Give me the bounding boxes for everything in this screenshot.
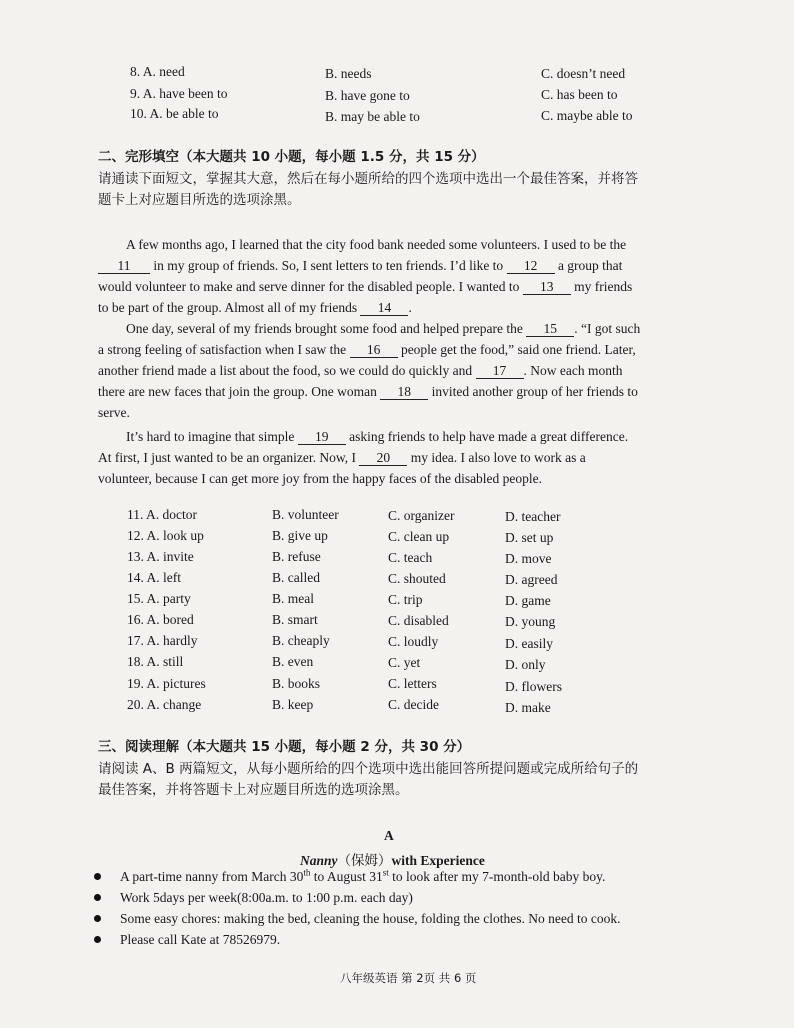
q18-option-c: C. yet [388,655,421,670]
section3-instruction-line2: 最佳答案，并将答题卡上对应题目所选的选项涂黑。 [98,782,409,798]
q14-option-d: D. agreed [505,572,558,587]
q16-option-a: 16. A. bored [127,612,194,627]
q18-option-a: 18. A. still [127,654,184,669]
bullet-dot-icon [94,894,101,901]
reading-a-title: Nanny（保姆）with Experience [300,853,485,869]
passage-line: 11 in my group of friends. So, I sent letters to ten friends. I’d like to 12 a group that [98,255,688,276]
q10-option-c: C. maybe able to [541,108,633,123]
q18-option-b: B. even [272,654,314,669]
q13-option-d: D. move [505,551,552,566]
passage-line: a strong feeling of satisfaction when I saw the 16 people get the food,” said one friend. Later, [98,342,636,357]
q14-option-c: C. shouted [388,571,446,586]
reading-a-bullets [94,866,694,950]
bullet-item: Please call Kate at 78526979. [94,929,694,950]
q20-option-a: 20. A. change [127,697,202,712]
q16-option-c: C. disabled [388,613,449,628]
q17-option-a: 17. A. hardly [127,633,198,648]
q19-option-b: B. books [272,676,321,691]
bullet-dot-icon [94,915,101,922]
q14-option-b: B. called [272,570,320,585]
q14-option-a: 14. A. left [127,570,181,585]
blank-19: 19 [298,429,346,445]
passage-line: would volunteer to make and serve dinner for the disabled people. I wanted to 13 my friends [98,279,633,294]
blank-17: 17 [476,363,524,379]
q17-option-c: C. loudly [388,634,439,649]
q19-option-d: D. flowers [505,679,562,694]
q16-option-b: B. smart [272,612,318,627]
q12-option-a: 12. A. look up [127,528,204,543]
passage-line: At first, I just wanted to be an organizer. Now, I 20 my idea. I also love to work as a [98,450,586,465]
blank-15: 15 [526,321,574,337]
q13-option-b: B. refuse [272,549,321,564]
q10-option-a: 10. A. be able to [130,106,219,121]
section2-heading: 二、完形填空（本大题共 10 小题，每小题 1.5 分，共 15 分） [98,149,485,165]
blank-11: 11 [98,258,150,274]
blank-14: 14 [360,300,408,316]
blank-20: 20 [359,450,407,466]
q12-option-c: C. clean up [388,529,450,544]
q15-option-b: B. meal [272,591,314,606]
q8-option-b: B. needs [325,66,372,81]
q15-option-c: C. trip [388,592,423,607]
q11-option-d: D. teacher [505,509,561,524]
q9-option-a: 9. A. have been to [130,86,228,101]
q8-option-c: C. doesn’t need [541,66,626,81]
q18-option-d: D. only [505,657,546,672]
passage-line: serve. [98,405,130,420]
bullet-item: A part-time nanny from March 30th to August 31st to look after my 7-month-old baby boy. [94,866,694,887]
q20-option-d: D. make [505,700,551,715]
passage-line: another friend made a list about the food, so we could do quickly and 17 . Now each month [98,363,623,378]
q11-option-c: C. organizer [388,508,455,523]
q10-option-b: B. may be able to [325,109,420,124]
blank-16: 16 [350,342,398,358]
passage-line: to be part of the group. Almost all of my friends 14 . [98,300,412,315]
q12-option-b: B. give up [272,528,328,543]
passage-line: It’s hard to imagine that simple 19 asking friends to help have made a great difference. [126,429,629,444]
blank-13: 13 [523,279,571,295]
reading-a-label: A [384,828,394,843]
q17-option-b: B. cheaply [272,633,330,648]
q20-option-c: C. decide [388,697,439,712]
section2-instruction-line1: 请通读下面短文，掌握其大意，然后在每小题所给的四个选项中选出一个最佳答案，并将答 [98,171,638,187]
q17-option-d: D. easily [505,636,553,651]
section2-instruction-line2: 题卡上对应题目所选的选项涂黑。 [98,192,301,208]
q15-option-d: D. game [505,593,551,608]
q12-option-d: D. set up [505,530,554,545]
q16-option-d: D. young [505,614,556,629]
cloze-passage [98,234,688,489]
section3-heading: 三、阅读理解（本大题共 15 小题，每小题 2 分，共 30 分） [98,739,471,755]
passage-line: volunteer, because I can get more joy from the happy faces of the disabled people. [98,471,543,486]
passage-line: there are new faces that join the group. One woman 18 invited another group of her friends to [98,384,638,399]
passage-line: A few months ago, I learned that the city food bank needed some volunteers. I used to be the [126,237,627,252]
passage-line: One day, several of my friends brought some food and helped prepare the 15 . “I got such [126,321,641,336]
section3-instruction-line1: 请阅读 A、B 两篇短文，从每小题所给的四个选项中选出能回答所提问题或完成所给句子的 [98,761,639,777]
bullet-item: Work 5days per week(8:00a.m. to 1:00 p.m. each day) [94,887,694,908]
q13-option-a: 13. A. invite [127,549,194,564]
page-footer: 八年级英语 第 2页 共 6 页 [340,971,477,985]
q9-option-b: B. have gone to [325,88,410,103]
q15-option-a: 15. A. party [127,591,191,606]
q8-option-a: 8. A. need [130,64,185,79]
q9-option-c: C. has been to [541,87,618,102]
bullet-item: Some easy chores: making the bed, cleaning the house, folding the clothes. No need to cook. [94,908,694,929]
blank-12: 12 [507,258,555,274]
q19-option-c: C. letters [388,676,437,691]
q19-option-a: 19. A. pictures [127,676,206,691]
bullet-dot-icon [94,873,101,880]
bullet-dot-icon [94,936,101,943]
q13-option-c: C. teach [388,550,433,565]
q20-option-b: B. keep [272,697,314,712]
q11-option-b: B. volunteer [272,507,339,522]
q11-option-a: 11. A. doctor [127,507,197,522]
blank-18: 18 [380,384,428,400]
